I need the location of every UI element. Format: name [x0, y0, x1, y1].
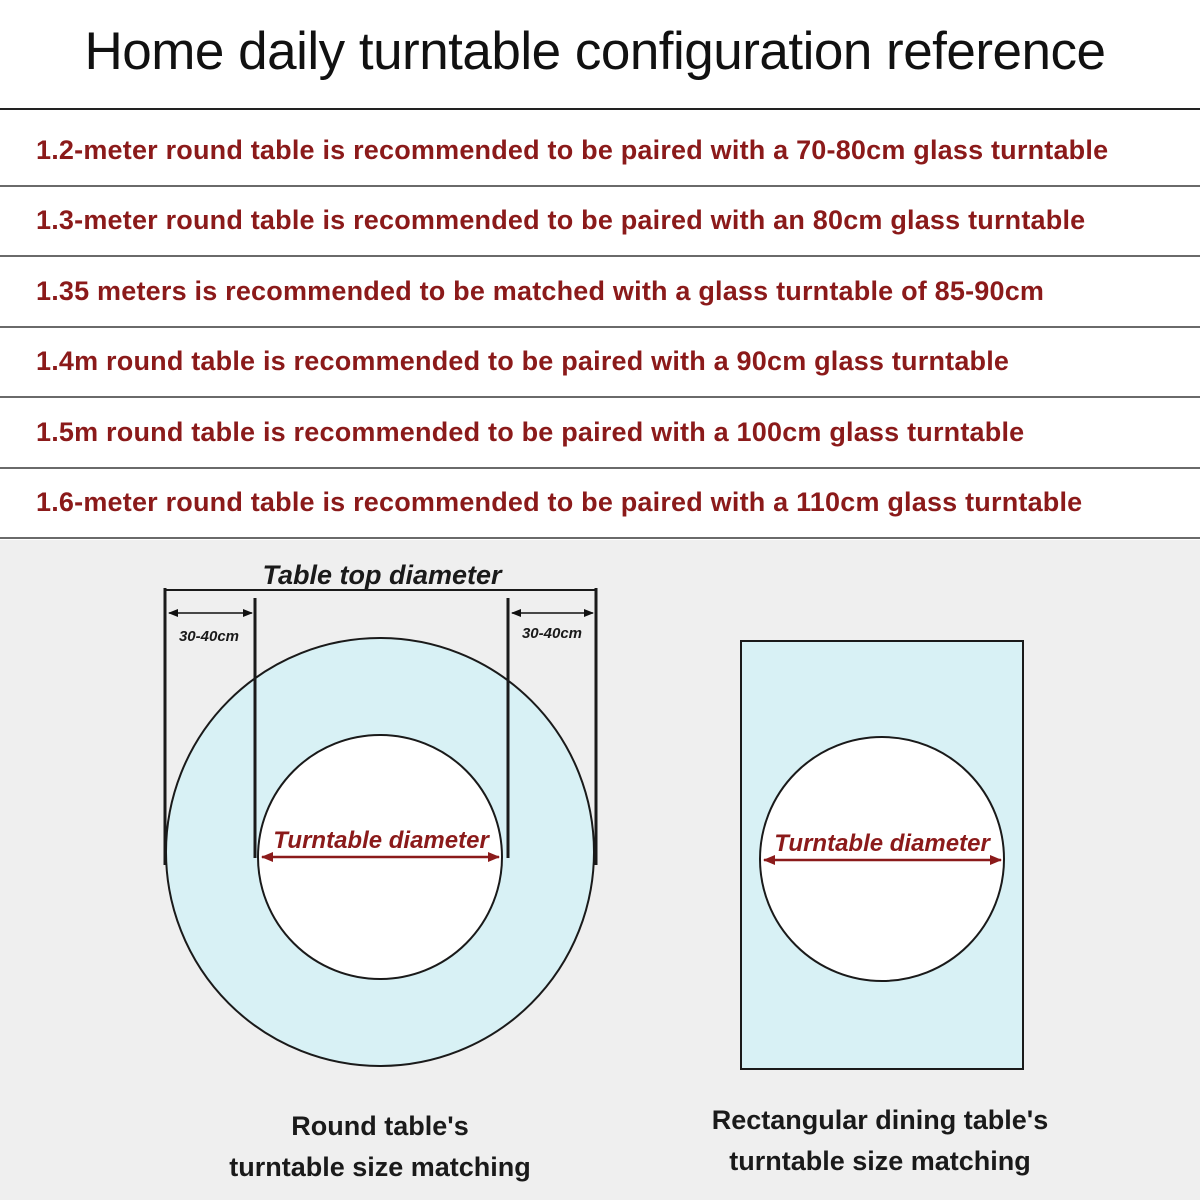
caption-line: turntable size matching [729, 1146, 1031, 1176]
recommendation-row [0, 257, 1200, 328]
recommendation-text: 1.5m round table is recommended to be paired with a 100cm glass turntable [36, 416, 1025, 447]
recommendation-text: 1.4m round table is recommended to be paired with a 90cm glass turntable [36, 346, 1010, 377]
page-title: Home daily turntable configuration reference [84, 22, 1106, 81]
rect-table-diagram [741, 641, 1023, 1069]
rect-table-caption [660, 1100, 1100, 1182]
rect-turntable-diameter-label: Turntable diameter [774, 830, 990, 857]
recommendation-row [0, 469, 1200, 540]
caption-line: turntable size matching [229, 1152, 531, 1182]
round-table-diagram [165, 560, 596, 1066]
caption-line: Round table's [291, 1111, 469, 1141]
recommendation-row [0, 116, 1200, 187]
recommendation-row [0, 328, 1200, 399]
recommendation-text: 1.35 meters is recommended to be matched with a glass turntable of 85-90cm [36, 275, 1045, 306]
round-table-caption [180, 1106, 580, 1188]
margin-label-left: 30-40cm [178, 628, 240, 645]
recommendation-text: 1.3-meter round table is recommended to be paired with an 80cm glass turntable [36, 205, 1086, 236]
table-top-diameter-label: Table top diameter [262, 560, 502, 590]
recommendation-list [0, 116, 1200, 539]
caption-line: Rectangular dining table's [711, 1105, 1049, 1135]
recommendation-row [0, 398, 1200, 469]
recommendation-row [0, 187, 1200, 258]
recommendation-text: 1.6-meter round table is recommended to be paired with a 110cm glass turntable [36, 487, 1083, 518]
margin-label-right: 30-40cm [521, 625, 583, 642]
recommendation-text: 1.2-meter round table is recommended to be paired with a 70-80cm glass turntable [36, 134, 1109, 165]
diagram-panel [0, 540, 1200, 1200]
round-turntable-diameter-label: Turntable diameter [273, 827, 489, 854]
title-divider [0, 108, 1200, 110]
